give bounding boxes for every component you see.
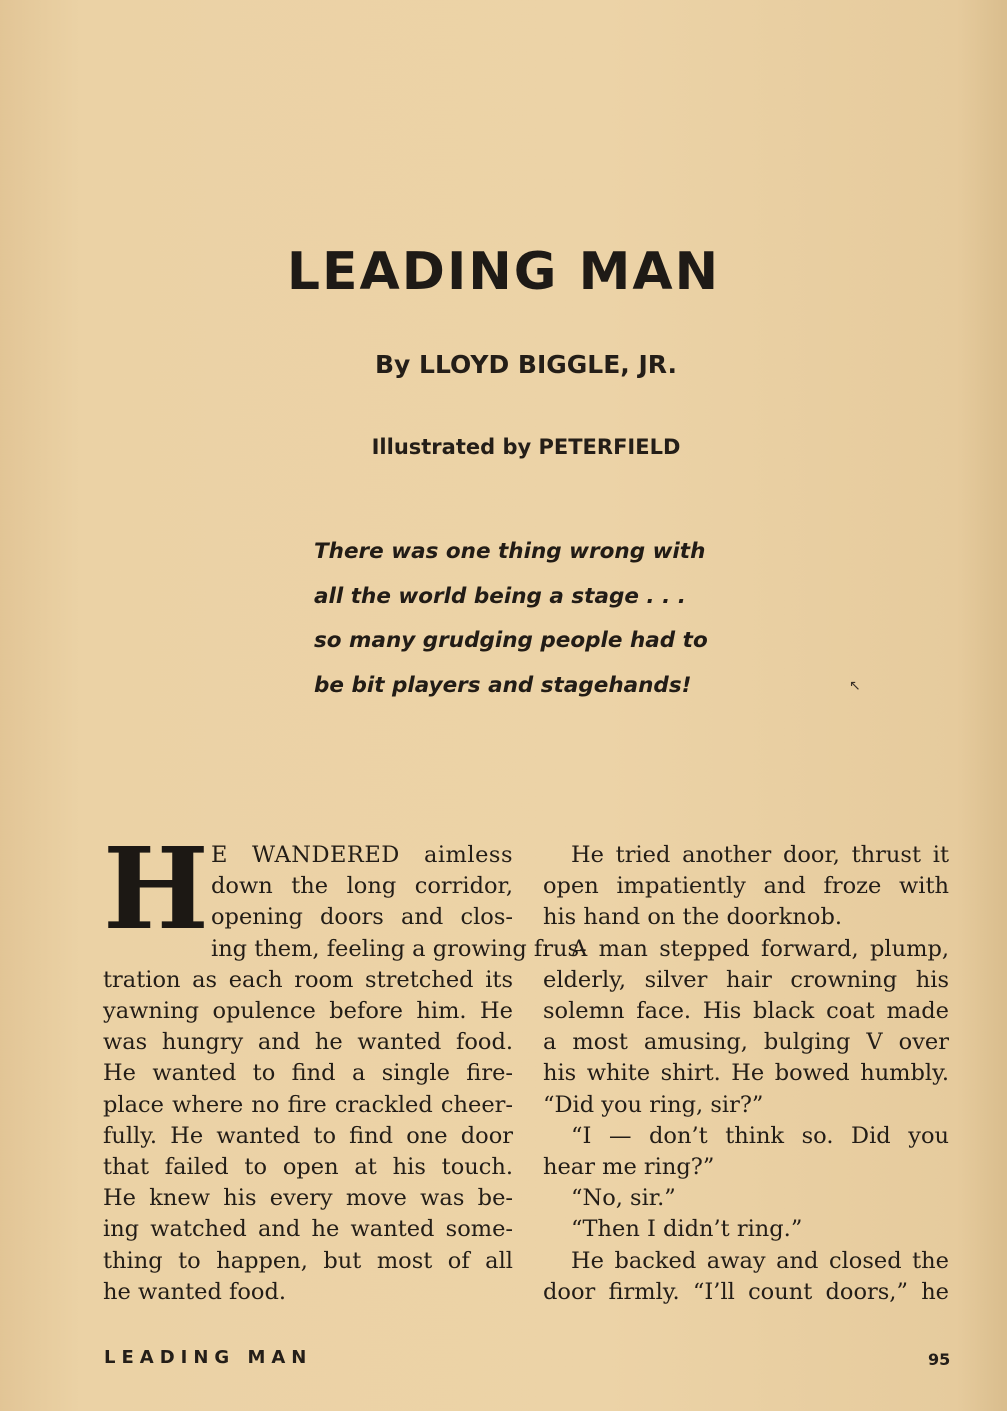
text-line: he wanted food. [103,1278,287,1305]
blurb-line: be bit players and stagehands! [314,672,692,698]
stray-print-mark: ↖ [849,678,861,694]
story-blurb [314,530,774,708]
text-line: “Did you ring, sir?” [543,1091,764,1118]
text-line: elderly, silver hair crowning his [543,966,949,993]
drop-cap: H [103,824,209,955]
illustrator-credit: Illustrated by PETERFIELD [371,435,681,459]
text-line: ing watched and he wanted some- [103,1216,513,1243]
text-line: was hungry and he wanted food. [103,1029,513,1056]
text-line: solemn face. His black coat made [543,998,949,1025]
running-title: LEADING MAN [104,1347,313,1368]
text-line: fully. He wanted to find one door [103,1122,513,1149]
blurb-line: so many grudging people had to [314,628,708,653]
text-line: He knew his every move was be- [103,1185,513,1212]
text-column-left [103,824,587,1308]
text-line: a most amusing, bulging V over [543,1029,949,1056]
text-line: ing them, feeling a growing frus- [211,935,587,962]
text-line: thing to happen, but most of all [103,1247,513,1274]
text-line: open impatiently and froze with [543,873,949,900]
text-line: yawning opulence before him. He [103,998,513,1025]
text-line: “I — don’t think so. Did you [571,1122,949,1149]
blurb-line: all the world being a stage . . . [314,583,686,609]
blurb-line: There was one thing wrong with [314,539,706,564]
text-line: his white shirt. He bowed humbly. [543,1060,949,1087]
text-line: He tried another door, thrust it [571,842,949,868]
text-column-right [543,840,949,1308]
text-line: opening doors and clos- [211,904,513,931]
page-number: 95 [928,1350,951,1369]
text-line: “No, sir.” [571,1185,676,1212]
text-line: place where no fire crackled cheer- [103,1091,513,1118]
text-line: his hand on the doorknob. [543,904,843,931]
text-line: door firmly. “I’ll count doors,” he [543,1278,949,1305]
text-line: A man stepped forward, plump, [571,935,949,962]
text-line: “Then I didn’t ring.” [571,1216,803,1243]
text-line: He backed away and closed the [571,1247,949,1274]
author-byline: By LLOYD BIGGLE, JR. [374,350,678,379]
text-line: tration as each room stretched its [103,966,513,993]
text-line: that failed to open at his touch. [103,1154,513,1181]
text-line: down the long corridor, [211,873,513,900]
story-title: LEADING MAN [286,242,721,302]
text-line: hear me ring?” [543,1154,715,1181]
text-line: E WANDERED aimless [211,842,513,868]
text-line: He wanted to find a single fire- [103,1060,513,1087]
